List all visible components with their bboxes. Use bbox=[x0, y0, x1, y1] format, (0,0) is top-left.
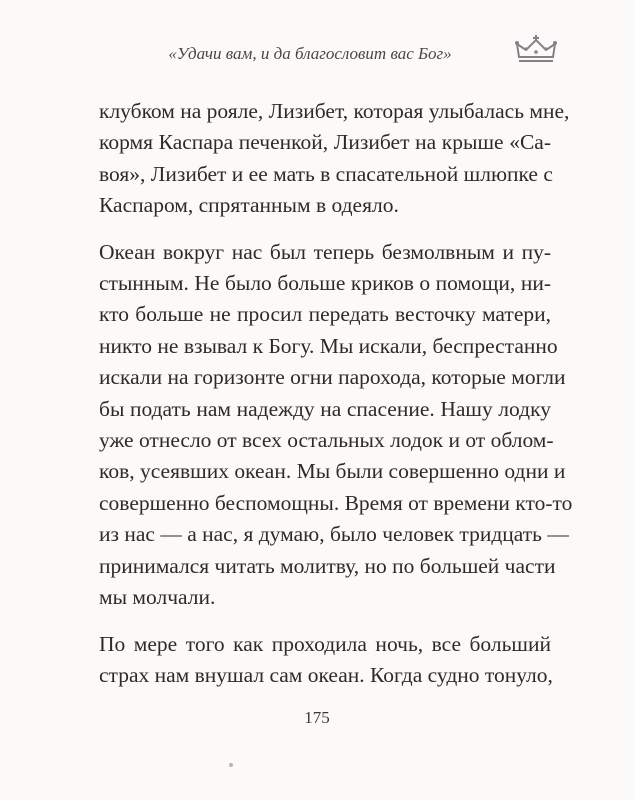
text-line: никто не взывал к Богу. Мы искали, беспрестанно bbox=[99, 333, 558, 358]
text-line: Каспаром, спрятанным в одеяло. bbox=[99, 193, 399, 218]
page-number: 175 bbox=[304, 708, 330, 727]
text-line: По мере того как проходила ночь, все больший bbox=[99, 631, 551, 656]
text-line: воя», Лизибет и ее мать в спасательной шлюпке с bbox=[99, 161, 553, 186]
text-line: Океан вокруг нас был теперь безмолвным и пу- bbox=[99, 239, 551, 264]
text-line: клубком на рояле, Лизибет, которая улыбалась мне, bbox=[99, 99, 570, 123]
text-line: принимался читать молитву, но по большей части bbox=[99, 553, 556, 578]
text-line: стынным. Не было больше криков о помощи, ни- bbox=[99, 271, 551, 296]
crown-icon bbox=[515, 35, 557, 65]
text-line: совершенно беспомощны. Время от времени кто-то bbox=[99, 490, 573, 515]
text-line: мы молчали. bbox=[99, 585, 216, 610]
text-line: ков, усеявших океан. Мы были совершенно одни и bbox=[99, 459, 566, 484]
text-line: бы подать нам надежду на спасение. Нашу лодку bbox=[99, 396, 551, 421]
paragraph-2 bbox=[99, 237, 573, 614]
text-line: кормя Каспара печенкой, Лизибет на крыше «Са- bbox=[99, 130, 551, 155]
text-line: искали на горизонте огни парохода, которые могли bbox=[99, 365, 566, 390]
text-line: страх нам внушал сам океан. Когда судно тонуло, bbox=[99, 662, 553, 687]
text-line: уже отнесло от всех остальных лодок и от облом- bbox=[99, 428, 554, 453]
running-header: «Удачи вам, и да благословит вас Бог» bbox=[168, 44, 452, 63]
main-text bbox=[99, 96, 573, 706]
text-line: из нас — а нас, я думаю, было человек тридцать — bbox=[99, 522, 569, 547]
text-line: кто больше не просил передать весточку матери, bbox=[99, 302, 551, 327]
paper-speck bbox=[229, 763, 233, 767]
paragraph-3 bbox=[99, 629, 551, 692]
paragraph-1 bbox=[99, 96, 570, 222]
